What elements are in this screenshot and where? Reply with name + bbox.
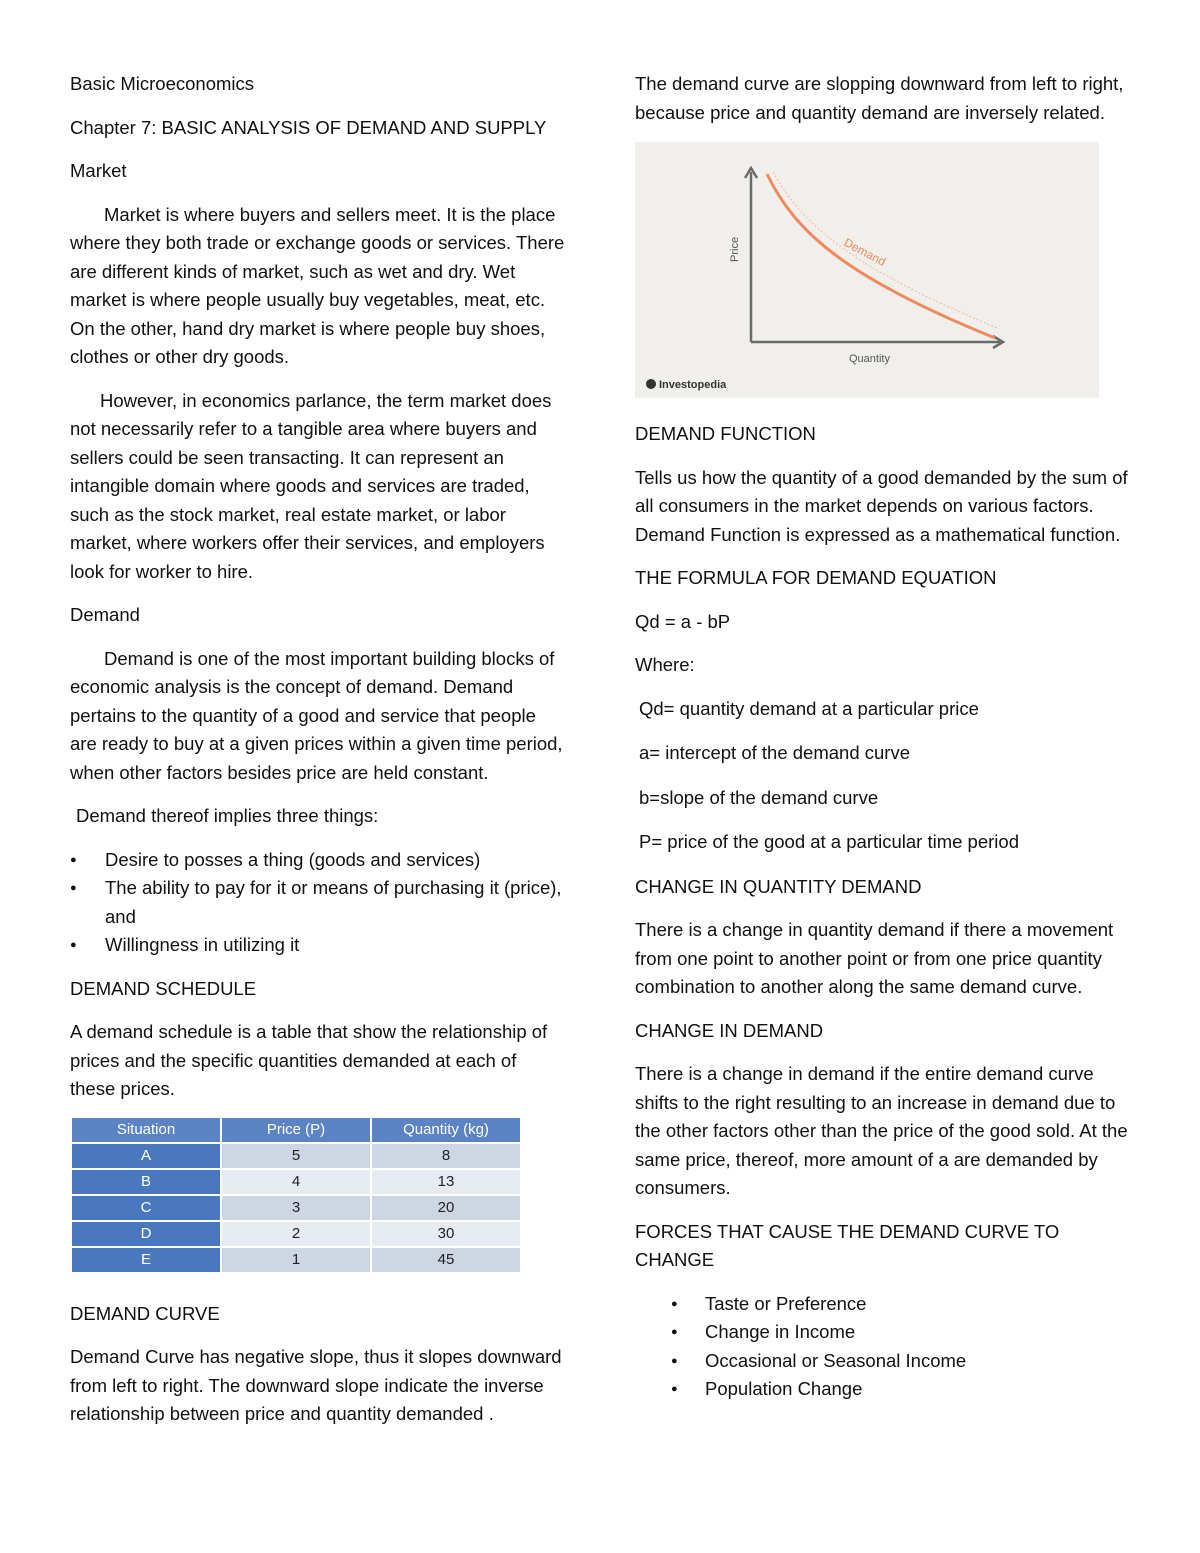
market-heading: Market	[70, 160, 127, 181]
change-demand-heading: CHANGE IN DEMAND	[635, 1019, 824, 1041]
demand-heading: Demand	[70, 604, 140, 625]
table-row	[71, 1195, 521, 1221]
chapter-title: Chapter 7: BASIC ANALYSIS OF DEMAND AND SUPPLY	[70, 116, 547, 138]
demand-paragraph-1: Demand is one of the most important building blocks of economic analysis is the concept of demand. Demand pertains to the quantity of a good and service that people are ready to buy at a given prices within a given time period, when other factors besides price are held constant.	[70, 647, 563, 783]
document-title: Basic Microeconomics	[70, 73, 255, 94]
investopedia-logo-icon	[646, 379, 656, 389]
y-axis-label: Price	[729, 236, 741, 262]
table-cell: 13	[371, 1169, 521, 1195]
table-row	[71, 1247, 521, 1273]
table-row	[71, 1221, 521, 1247]
list-item: ● Taste or Preference	[635, 1290, 1130, 1319]
table-cell: D	[71, 1221, 221, 1247]
where-label: Where:	[635, 654, 695, 675]
demand-schedule-table	[70, 1116, 522, 1274]
forces-list	[635, 1290, 1130, 1404]
list-item: ● Population Change	[635, 1375, 1130, 1404]
market-paragraph-2: However, in economics parlance, the term market does not necessarily refer to a tangible area where buyers and sellers could be seen transacting. It can represent an intangible domain where goods and services are traded, such as the stock market, real estate market, or labor market, where workers offer their services, and employers look for worker to hire.	[70, 389, 552, 582]
left-column	[70, 70, 565, 1444]
table-row	[71, 1143, 521, 1169]
change-quantity-paragraph: There is a change in quantity demand if there a movement from one point to another point or from one price quantity combination to another along the same demand curve.	[635, 919, 1114, 997]
demand-curve-guide	[773, 172, 997, 328]
curve-heading: DEMAND CURVE	[70, 1302, 220, 1324]
demand-paragraph-2: Demand thereof implies three things:	[76, 805, 379, 826]
table-cell: A	[71, 1143, 221, 1169]
list-item: ● The ability to pay for it or means of purchasing it (price), and	[70, 874, 565, 931]
intro-paragraph: The demand curve are slopping downward from left to right, because price and quantity demand are inversely related.	[635, 73, 1124, 123]
table-cell: 30	[371, 1221, 521, 1247]
list-item: ● Occasional or Seasonal Income	[635, 1347, 1130, 1376]
column-header: Quantity (kg)	[371, 1117, 521, 1143]
column-header: Price (P)	[221, 1117, 371, 1143]
table-cell: C	[71, 1195, 221, 1221]
function-heading: DEMAND FUNCTION	[635, 423, 816, 444]
table-row	[71, 1169, 521, 1195]
list-item: ● Desire to posses a thing (goods and services)	[70, 846, 565, 875]
list-item: ● Change in Income	[635, 1318, 1130, 1347]
curve-paragraph: Demand Curve has negative slope, thus it slopes downward from left to right. The downward slope indicate the inverse relationship between price and quantity demanded .	[70, 1346, 562, 1424]
table-cell: 8	[371, 1143, 521, 1169]
table-cell: 20	[371, 1195, 521, 1221]
table-cell: E	[71, 1247, 221, 1273]
right-column	[635, 70, 1130, 1419]
variable-definition: a= intercept of the demand curve	[639, 742, 910, 763]
formula: Qd = a - bP	[635, 610, 731, 632]
function-paragraph: Tells us how the quantity of a good demanded by the sum of all consumers in the market depends on various factors. Demand Function is expressed as a mathematical function.	[635, 466, 1128, 545]
market-paragraph-1: Market is where buyers and sellers meet. It is the place where they both trade or exchange goods or services. There are different kinds of market, such as wet and dry. Wet market is where people usually buy vegetables, meat, etc. On the other, hand dry market is where people buy shoes, clothes or other dry goods.	[70, 203, 565, 367]
table-cell: 1	[221, 1247, 371, 1273]
demand-curve-chart	[635, 142, 1099, 398]
change-demand-paragraph: There is a change in demand if the entire demand curve shifts to the right resulting to an increase in demand due to the other factors other than the price of the good sold. At the same price, thereof, more amount of a are demanded by consumers.	[635, 1063, 1128, 1198]
table-header-row	[71, 1117, 521, 1143]
variable-definition: P= price of the good at a particular time period	[639, 831, 1019, 852]
table-cell: B	[71, 1169, 221, 1195]
variable-definition: b=slope of the demand curve	[639, 786, 879, 808]
schedule-heading: DEMAND SCHEDULE	[70, 977, 257, 999]
forces-heading: FORCES THAT CAUSE THE DEMAND CURVE TO CHANGE	[635, 1220, 1060, 1270]
chart-source: Investopedia	[659, 379, 727, 391]
demand-curve-label: Demand	[841, 235, 889, 269]
table-cell: 45	[371, 1247, 521, 1273]
table-cell: 4	[221, 1169, 371, 1195]
demand-implications-list	[70, 846, 565, 960]
schedule-paragraph: A demand schedule is a table that show the relationship of prices and the specific quantities demanded at each of these prices.	[70, 1021, 548, 1099]
table-cell: 5	[221, 1143, 371, 1169]
list-item: ● Willingness in utilizing it	[70, 931, 565, 960]
column-header: Situation	[71, 1117, 221, 1143]
formula-heading: THE FORMULA FOR DEMAND EQUATION	[635, 567, 997, 588]
table-cell: 3	[221, 1195, 371, 1221]
x-axis-label: Quantity	[849, 353, 890, 365]
demand-curve-svg	[635, 142, 1099, 398]
change-quantity-heading: CHANGE IN QUANTITY DEMAND	[635, 875, 922, 897]
variable-definition: Qd= quantity demand at a particular price	[639, 697, 979, 719]
table-cell: 2	[221, 1221, 371, 1247]
